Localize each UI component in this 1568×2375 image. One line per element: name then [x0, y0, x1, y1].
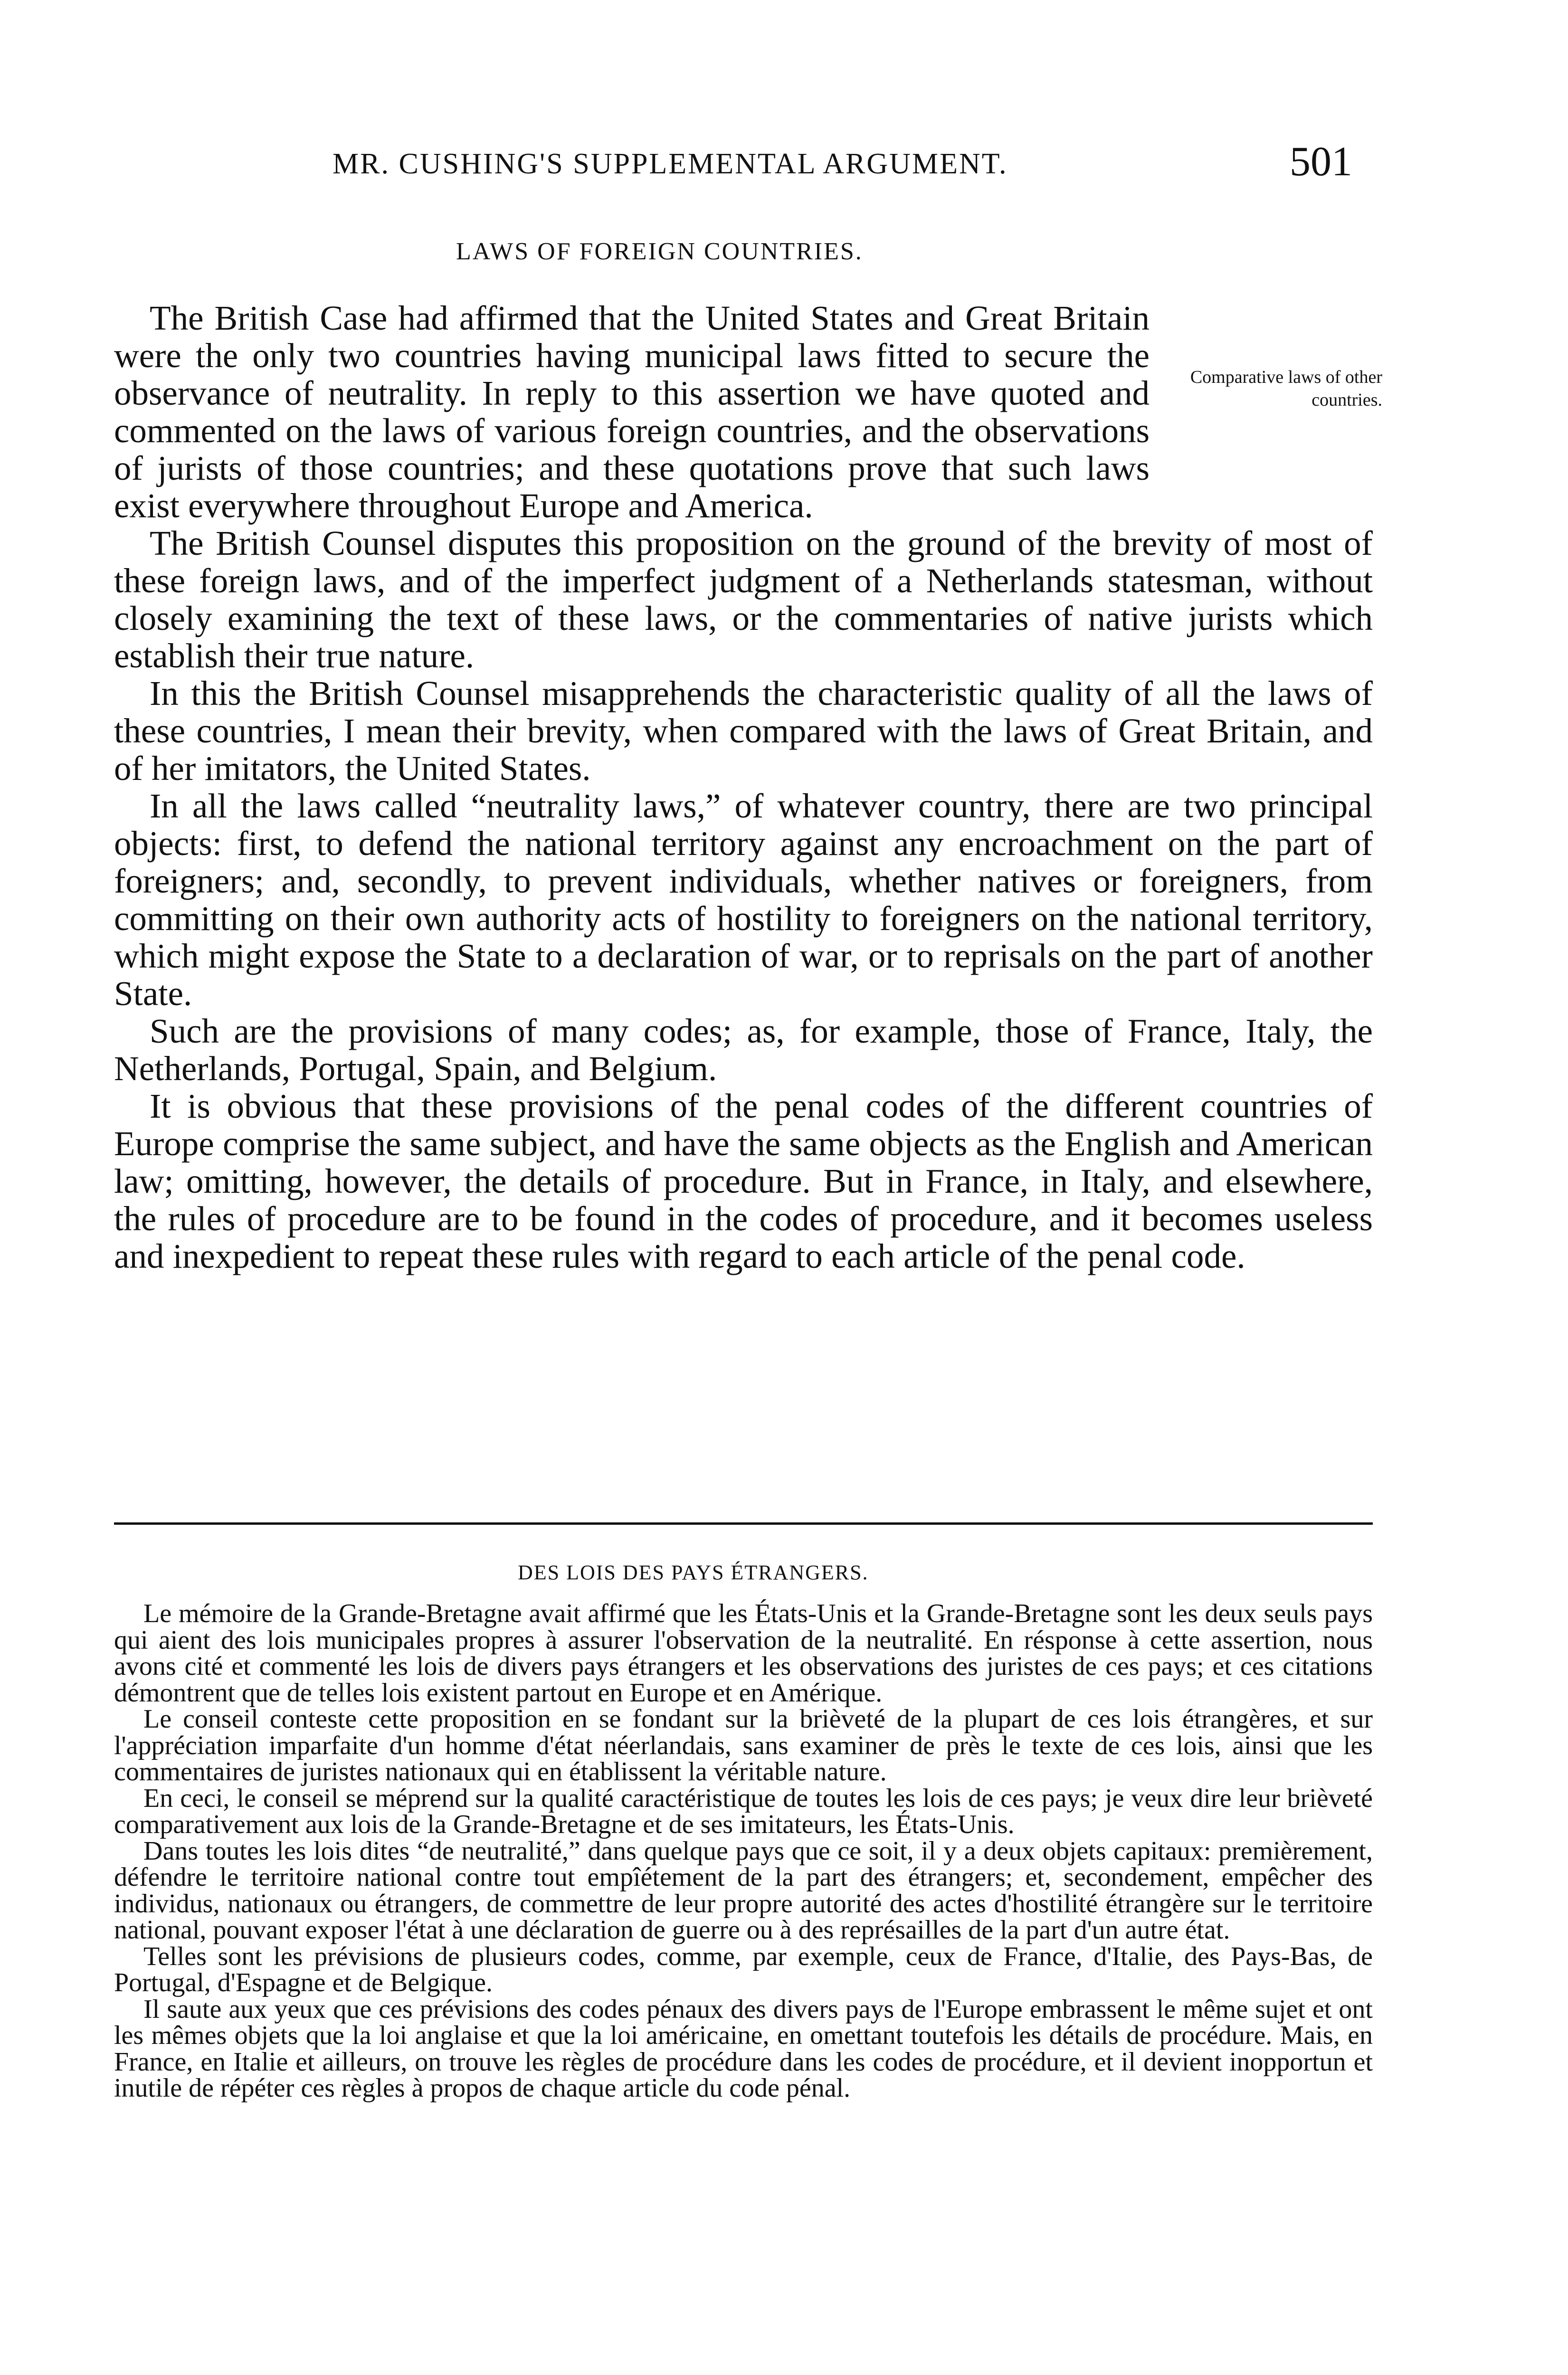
french-paragraph: Le mémoire de la Grande-Bretagne avait affirmé que les États-Unis et la Grande-Bretagne sont les deux seuls pays qui aient des lois municipales propres à assurer l'observation de la neutralité. En résponse à cette assertion, nous avons cité et commenté les lois de divers pays étrangers et les observations des juristes de ces pays; et ces citations démontrent que de telles lois existent partout en Europe et en Amérique. — [114, 1599, 1373, 1708]
french-paragraph: Dans toutes les lois dites “de neutralité,” dans quelque pays que ce soit, il y a deux objets capitaux: premièrement, défendre le territoire national contre tout empîétement de la part des étrangers; et, secondement, empêcher des individus, nationaux ou étrangers, de commettre de leur propre autorité des actes d'hostilité étrangère sur le territoire national, pouvant exposer l'état à une déclaration de guerre ou à des représailles de la part d'un autre état. — [114, 1836, 1373, 1945]
section-divider — [114, 1522, 1373, 1525]
french-text — [114, 1601, 1373, 2102]
french-paragraph: Telles sont les prévisions de plusieurs codes, comme, par exemple, ceux de France, d'Italie, des Pays-Bas, de Portugal, d'Espagne et de Belgique. — [114, 1941, 1373, 1997]
english-paragraph: The British Case had affirmed that the United States and Great Britain were the only two countries having municipal laws fitted to secure the observance of neutrality. In reply to this assertion we have quoted and commented on the laws of various foreign countries, and the observations of jurists of those countries; and these quotations prove that such laws exist everywhere throughout Europe and America. — [114, 299, 1150, 525]
french-paragraph: Le conseil conteste cette proposition en se fondant sur la brièveté de la plupart de ces lois étrangères, et sur l'appréciation imparfaite d'un homme d'état néerlandais, sans examiner de près le texte de ces lois, ainsi que les commentaires de juristes nationaux qui en établissent la véritable nature. — [114, 1704, 1373, 1786]
running-title: MR. CUSHING'S SUPPLEMENTAL ARGUMENT. — [333, 148, 1008, 180]
page-number: 501 — [1290, 139, 1352, 185]
english-paragraph: It is obvious that these provisions of the penal codes of the different countries of Europe comprise the same subject, and have the same objects as the English and American law; omitting, however, the details of procedure. But in France, in Italy, and elsewhere, the rules of procedure are to be found in the codes of procedure, and it becomes useless and inexpedient to repeat these rules with regard to each article of the penal code. — [114, 1087, 1373, 1275]
french-paragraph: En ceci, le conseil se méprend sur la qualité caractéristique de toutes les lois de ces pays; je veux dire leur brièveté comparativement aux lois de la Grande-Bretagne et de ses imitateurs, les États-Unis. — [114, 1783, 1373, 1839]
english-paragraph: Such are the provisions of many codes; as, for example, those of France, Italy, the Netherlands, Portugal, Spain, and Belgium. — [114, 1012, 1373, 1088]
french-section-title: DES LOIS DES PAYS ÉTRANGERS. — [518, 1561, 869, 1584]
english-paragraph: The British Counsel disputes this proposition on the ground of the brevity of most of these foreign laws, and of the imperfect judgment of a Netherlands statesman, without closely examining the text of these laws, or the commentaries of native jurists which establish their true nature. — [114, 524, 1373, 675]
english-text — [114, 299, 1373, 1275]
margin-note: Comparative laws of other countries. — [1190, 367, 1382, 410]
english-paragraph: In this the British Counsel misapprehends the characteristic quality of all the laws of these countries, I mean their brevity, when compared with the laws of Great Britain, and of her imitators, the United States. — [114, 674, 1373, 788]
english-section-title: LAWS OF FOREIGN COUNTRIES. — [456, 238, 863, 265]
french-paragraph: Il saute aux yeux que ces prévisions des codes pénaux des divers pays de l'Europe embrassent le même sujet et ont les mêmes objets que la loi anglaise et que la loi américaine, en omettant toutefois les détails de procédure. Mais, en France, en Italie et ailleurs, on trouve les règles de procédure dans les codes de procédure, et il devient inopportun et inutile de répéter ces règles à propos de chaque article du code pénal. — [114, 1994, 1373, 2103]
english-paragraph: In all the laws called “neutrality laws,” of whatever country, there are two principal objects: first, to defend the national territory against any encroachment on the part of foreigners; and, secondly, to prevent individuals, whether natives or foreigners, from committing on their own authority acts of hostility to foreigners on the national territory, which might expose the State to a declaration of war, or to reprisals on the part of another State. — [114, 787, 1373, 1013]
